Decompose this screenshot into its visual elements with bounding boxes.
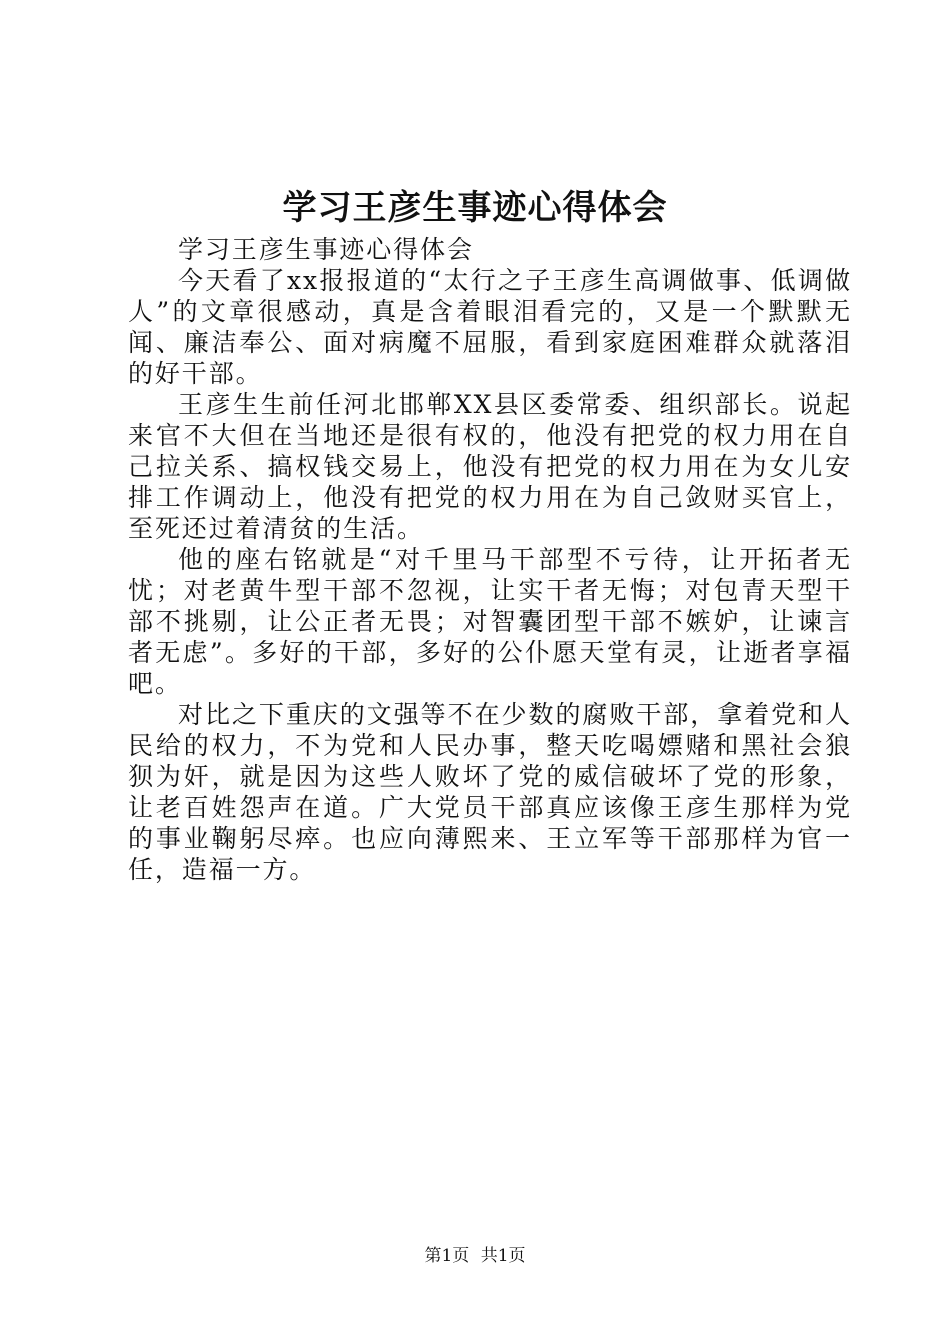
document-body [128, 234, 852, 885]
paragraph-career: 王彦生生前任河北邯郸XX县区委常委、组织部长。说起来官不大但在当地还是很有权的，他没有把党的权力用在自己拉关系、搞权钱交易上，他没有把党的权力用在为女儿安排工作调动上，他没有把党的权力用在为自己敛财买官上，至死还过着清贫的生活。 [128, 390, 852, 543]
paragraph-intro: 今天看了xx报报道的“太行之子王彦生高调做事、低调做人”的文章很感动，真是含着眼泪看完的，又是一个默默无闻、廉洁奉公、面对病魔不屈服，看到家庭困难群众就落泪的好干部。 [128, 266, 852, 388]
paragraph-motto: 他的座右铭就是“对千里马干部型不亏待，让开拓者无忧；对老黄牛型干部不忽视，让实干者无悔；对包青天型干部不挑剔，让公正者无畏；对智囊团型干部不嫉妒，让谏言者无虑”。多好的干部，多好的公仆愿天堂有灵，让逝者享福吧。 [128, 545, 852, 698]
paragraph-contrast: 对比之下重庆的文强等不在少数的腐败干部，拿着党和人民给的权力，不为党和人民办事，整天吃喝嫖赌和黑社会狼狈为奸，就是因为这些人败坏了党的威信破坏了党的形象，让老百姓怨声在道。广大党员干部真应该像王彦生那样为党的事业鞠躬尽瘁。也应向薄熙来、王立军等干部那样为官一任，造福一方。 [128, 700, 852, 884]
page-number: 第1页 [424, 1246, 470, 1266]
document-title: 学习王彦生事迹心得体会 [282, 188, 668, 228]
page-total: 共1页 [480, 1246, 526, 1266]
paragraph-subtitle: 学习王彦生事迹心得体会 [178, 235, 474, 264]
page-footer [0, 1244, 950, 1268]
